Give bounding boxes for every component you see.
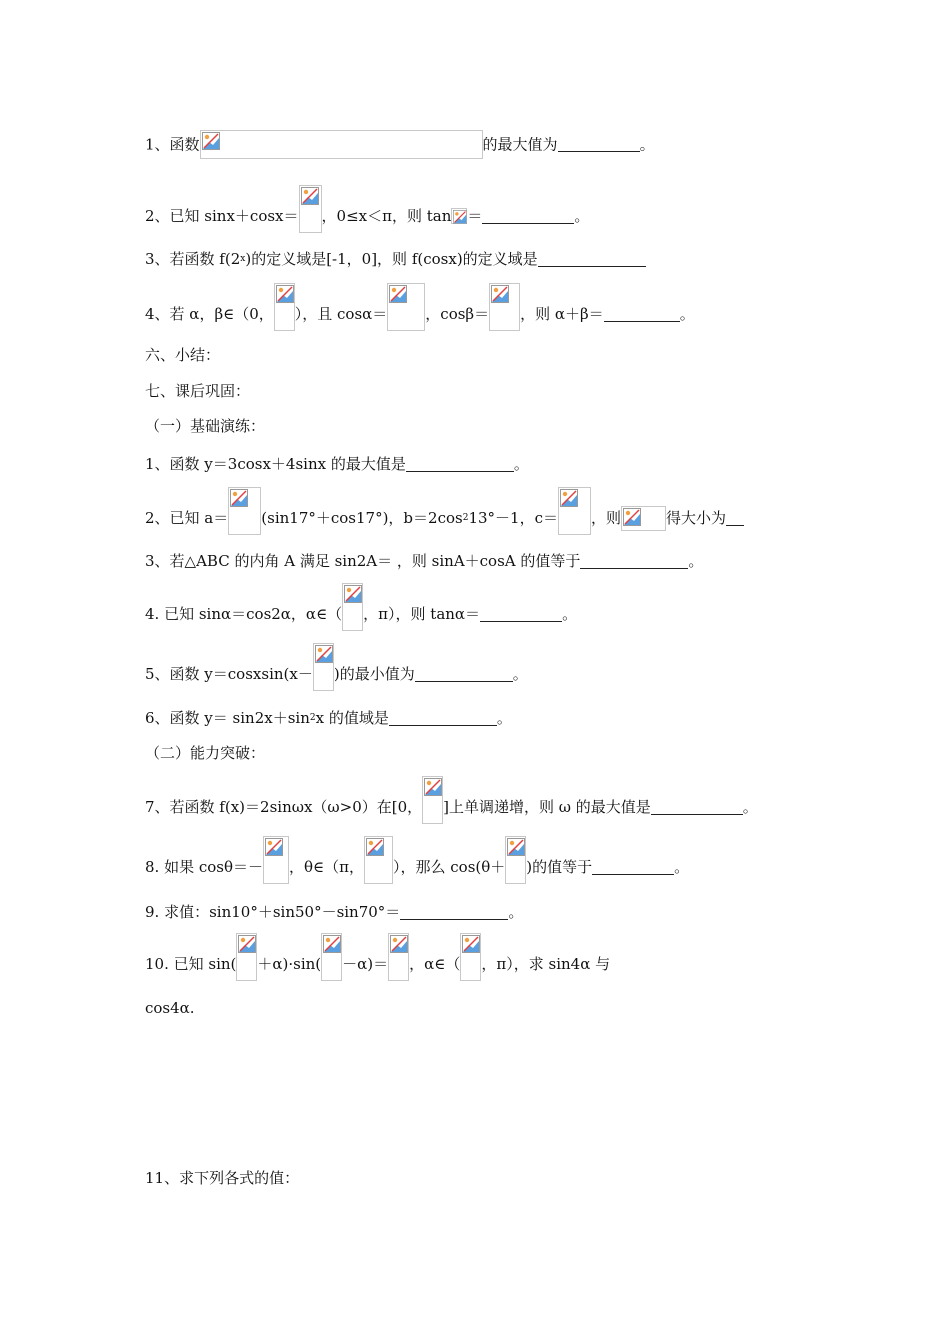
- answer-blank[interactable]: [400, 905, 508, 920]
- broken-image-icon: [364, 836, 393, 884]
- q2-text-2: ，0≤x＜π，则 tan: [321, 207, 452, 225]
- q4-end: 。: [679, 305, 695, 323]
- p10-text-4: ，α∈（: [409, 955, 461, 973]
- p5-end: 。: [512, 665, 528, 683]
- superscript: x: [240, 254, 246, 264]
- answer-blank[interactable]: [538, 252, 646, 267]
- q1-end: 。: [639, 135, 655, 154]
- broken-image-icon: [451, 208, 467, 224]
- answer-blank[interactable]: [726, 511, 744, 526]
- q4-text-4: ，则 α＋β＝: [520, 305, 604, 323]
- answer-blank[interactable]: [651, 800, 743, 815]
- q4-text-2: ），且 cosα＝: [294, 305, 388, 323]
- broken-image-icon: [621, 506, 666, 531]
- p4-text-2: ，π），则 tanα＝: [363, 605, 481, 623]
- broken-image-icon: [228, 487, 261, 535]
- question-2: [145, 199, 589, 233]
- practice-1: [145, 453, 529, 474]
- p2-text-2: (sin17°＋cos17°)，b＝2cos: [261, 509, 463, 527]
- p9-end: 。: [508, 903, 524, 921]
- answer-blank[interactable]: [580, 554, 688, 569]
- p5-text: 5、函数 y＝cosxsin(x－: [145, 665, 313, 683]
- answer-blank[interactable]: [415, 667, 513, 682]
- answer-blank[interactable]: [389, 711, 497, 726]
- p3-end: 。: [688, 552, 704, 570]
- practice-4: [145, 597, 577, 631]
- broken-image-icon: [505, 836, 526, 884]
- practice-10: [145, 947, 610, 981]
- superscript: 2: [309, 713, 316, 723]
- p6-text-2: x 的值域是: [315, 709, 389, 727]
- q2-end: 。: [574, 207, 590, 225]
- practice-9: [145, 901, 523, 922]
- subsection-basic: （一）基础演练：: [145, 417, 266, 435]
- q4-text-3: ，cosβ＝: [425, 305, 490, 323]
- broken-image-icon: [388, 933, 409, 981]
- answer-blank[interactable]: [482, 209, 574, 224]
- p4-text: 4. 已知 sinα＝cos2α，α∈（: [145, 605, 343, 623]
- broken-image-icon: [313, 643, 334, 691]
- p1-end: 。: [513, 455, 529, 473]
- q3-text-2: )的定义域是[-1，0]，则 f(cosx)的定义域是: [245, 250, 538, 268]
- question-4: [145, 297, 695, 331]
- p5-text-2: )的最小值为: [333, 665, 415, 683]
- practice-2: [145, 501, 744, 535]
- practice-10-cont: cos4α.: [145, 999, 195, 1017]
- broken-image-icon: [200, 130, 483, 159]
- p10-text-3: －α)＝: [342, 955, 389, 973]
- q2-eq: ＝: [467, 207, 483, 225]
- p3-text: 3、若△ABC 的内角 A 满足 sin2A＝ ，则 sinA＋cosA 的值等于: [145, 552, 581, 570]
- p10-text-5: ，π），求 sin4α 与: [481, 955, 611, 973]
- p8-text-4: )的值等于: [526, 858, 593, 876]
- p2-text: 2、已知 a＝: [145, 509, 229, 527]
- answer-blank[interactable]: [592, 860, 674, 875]
- subsection-advanced: （二）能力突破：: [145, 744, 266, 762]
- answer-blank[interactable]: [406, 457, 514, 472]
- answer-blank[interactable]: [604, 307, 680, 322]
- p9-text: 9. 求值：sin10°＋sin50°－sin70°＝: [145, 903, 401, 921]
- p6-end: 。: [496, 709, 512, 727]
- answer-blank[interactable]: [480, 607, 562, 622]
- broken-image-icon: [321, 933, 342, 981]
- practice-8: [145, 850, 689, 884]
- p2-text-4: ，则: [591, 509, 622, 527]
- section-summary: 六、小结：: [145, 346, 221, 364]
- p7-end: 。: [742, 798, 758, 816]
- superscript: 2: [462, 513, 469, 523]
- p4-end: 。: [562, 605, 578, 623]
- broken-image-icon: [342, 583, 363, 631]
- practice-6: [145, 707, 512, 728]
- practice-11: 11、求下列各式的值：: [145, 1169, 300, 1187]
- broken-image-icon: [489, 283, 520, 331]
- broken-image-icon: [460, 933, 481, 981]
- p2-text-5: 得大小为: [666, 509, 727, 527]
- broken-image-icon: [558, 487, 591, 535]
- question-1: [145, 130, 655, 159]
- answer-blank[interactable]: [558, 137, 640, 152]
- p10-text: 10. 已知 sin(: [145, 955, 237, 973]
- practice-3: [145, 550, 703, 571]
- q4-text: 4、若 α，β∈（0，: [145, 305, 274, 323]
- section-homework: 七、课后巩固：: [145, 382, 251, 400]
- q2-text: 2、已知 sinx＋cosx＝: [145, 207, 299, 225]
- p6-text: 6、函数 y＝ sin2x＋sin: [145, 709, 310, 727]
- practice-5: [145, 657, 528, 691]
- q1-text: 1、函数: [145, 135, 200, 154]
- practice-7: [145, 790, 758, 824]
- p7-text-2: ]上单调递增，则 ω 的最大值是: [443, 798, 651, 816]
- broken-image-icon: [263, 836, 289, 884]
- p8-text-2: ，θ∈（π，: [289, 858, 365, 876]
- p7-text: 7、若函数 f(x)＝2sinωx（ω>0）在[0，: [145, 798, 423, 816]
- broken-image-icon: [387, 283, 425, 331]
- p10-text-2: ＋α)·sin(: [257, 955, 322, 973]
- p8-text-3: ），那么 cos(θ＋: [393, 858, 506, 876]
- p8-text: 8. 如果 cosθ＝－: [145, 858, 264, 876]
- question-3: [145, 248, 646, 269]
- p2-text-3: 13°－1，c＝: [468, 509, 558, 527]
- broken-image-icon: [274, 283, 295, 331]
- p8-end: 。: [674, 858, 690, 876]
- p1-text: 1、函数 y＝3cosx＋4sinx 的最大值是: [145, 455, 406, 473]
- q3-text: 3、若函数 f(2: [145, 250, 241, 268]
- q1-text-2: 的最大值为: [482, 135, 558, 154]
- broken-image-icon: [422, 776, 443, 824]
- broken-image-icon: [299, 185, 322, 233]
- broken-image-icon: [236, 933, 257, 981]
